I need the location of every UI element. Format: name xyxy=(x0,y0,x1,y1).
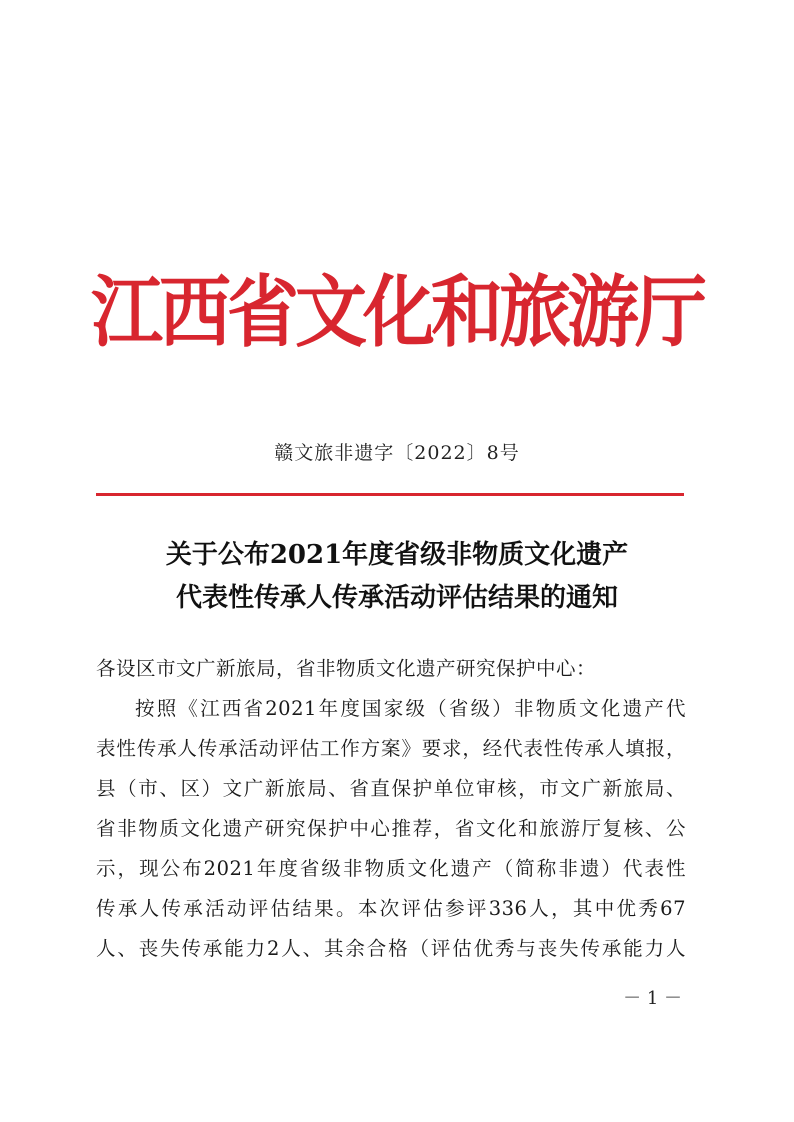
notice-title-line-2: 代表性传承人传承活动评估结果的通知 xyxy=(175,583,618,613)
salutation: 各设区市文广新旅局，省非物质文化遗产研究保护中心： xyxy=(96,657,597,680)
body-line: 按照《江西省2021年度国家级（省级）非物质文化遗产代 xyxy=(135,697,686,720)
notice-title-line-1: 关于公布2021年度省级非物质文化遗产 xyxy=(165,540,629,570)
body-line: 人、丧失传承能力2人、其余合格（评估优秀与丧失传承能力人 xyxy=(96,937,686,960)
body-line: 县（市、区）文广新旅局、省直保护单位审核，市文广新旅局、 xyxy=(96,777,686,800)
document-number: 赣文旅非遗字〔2022〕8号 xyxy=(274,442,520,464)
page-number: － 1 － xyxy=(623,988,682,1009)
body-line: 表性传承人传承活动评估工作方案》要求，经代表性传承人填报， xyxy=(96,737,686,760)
body-line: 传承人传承活动评估结果。本次评估参评336人，其中优秀67 xyxy=(96,897,686,920)
body-line: 示，现公布2021年度省级非物质文化遗产（简称非遗）代表性 xyxy=(96,857,686,880)
red-divider xyxy=(96,493,684,496)
issuer-header: 江西省文化和旅游厅 xyxy=(90,265,703,358)
body-line: 省非物质文化遗产研究保护中心推荐，省文化和旅游厅复核、公 xyxy=(96,817,686,840)
